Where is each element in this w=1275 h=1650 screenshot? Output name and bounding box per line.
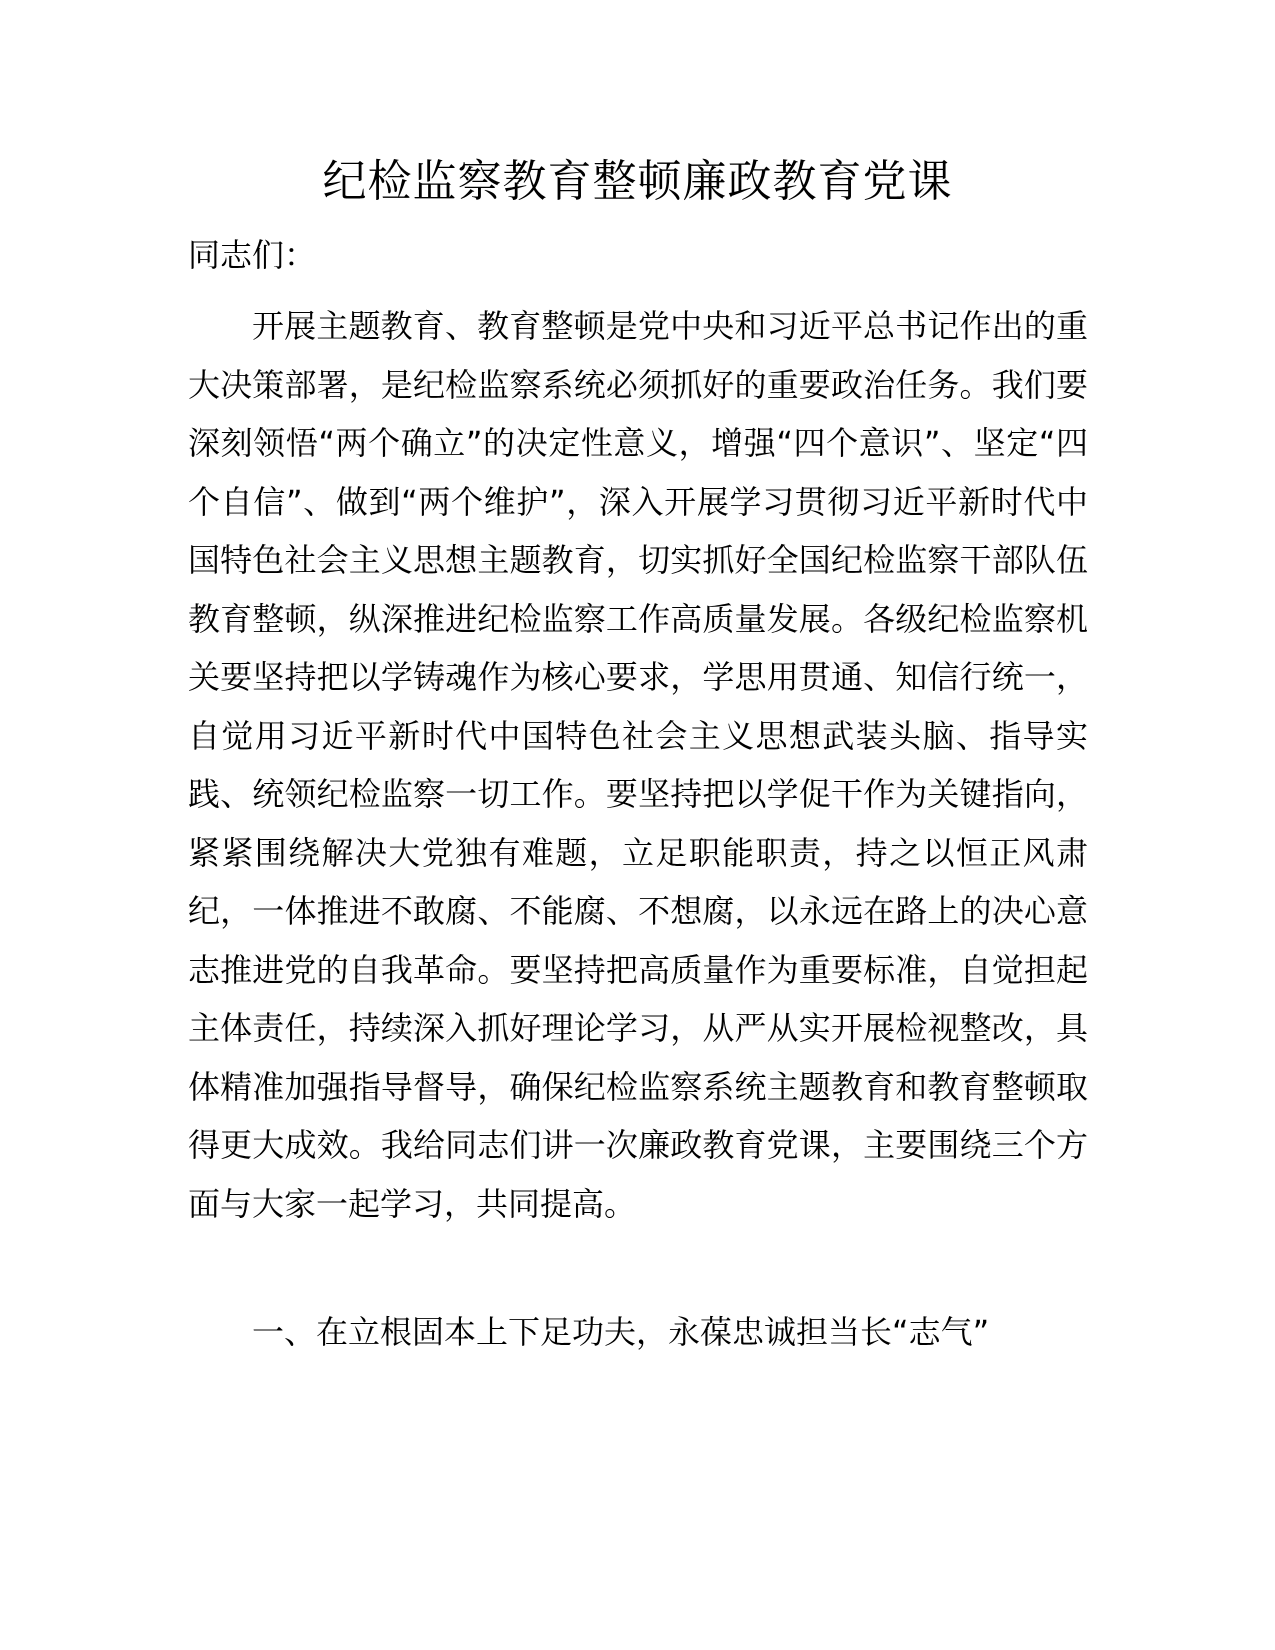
body-paragraph: 开展主题教育、教育整顿是党中央和习近平总书记作出的重大决策部署，是纪检监察系统必须抓好的重要政治任务。我们要深刻领悟“两个确立”的决定性意义，增强“四个意识”、坚定“四个自信”、做到“两个维护”，深入开展学习贯彻习近平新时代中国特色社会主义思想主题教育，切实抓好全国纪检监察干部队伍教育整顿，纵深推进纪检监察工作高质量发展。各级纪检监察机关要坚持把以学铸魂作为核心要求，学思用贯通、知信行统一，自觉用习近平新时代中国特色社会主义思想武装头脑、指导实践、统领纪检监察一切工作。要坚持把以学促干作为关键指向，紧紧围绕解决大党独有难题，立足职能职责，持之以恒正风肃纪，一体推进不敢腐、不能腐、不想腐，以永远在路上的决心意志推进党的自我革命。要坚持把高质量作为重要标准，自觉担起主体责任，持续深入抓好理论学习，从严从实开展检视整改，具体精准加强指导督导，确保纪检监察系统主题教育和教育整顿取得更大成效。我给同志们讲一次廉政教育党课，主要围绕三个方面与大家一起学习，共同提高。 [188,307,1088,1223]
salutation: 同志们： [188,236,317,274]
section-heading: 一、在立根固本上下足功夫，永葆忠诚担当长“志气” [252,1313,990,1351]
document-title: 纪检监察教育整顿廉政教育党课 [322,156,953,207]
